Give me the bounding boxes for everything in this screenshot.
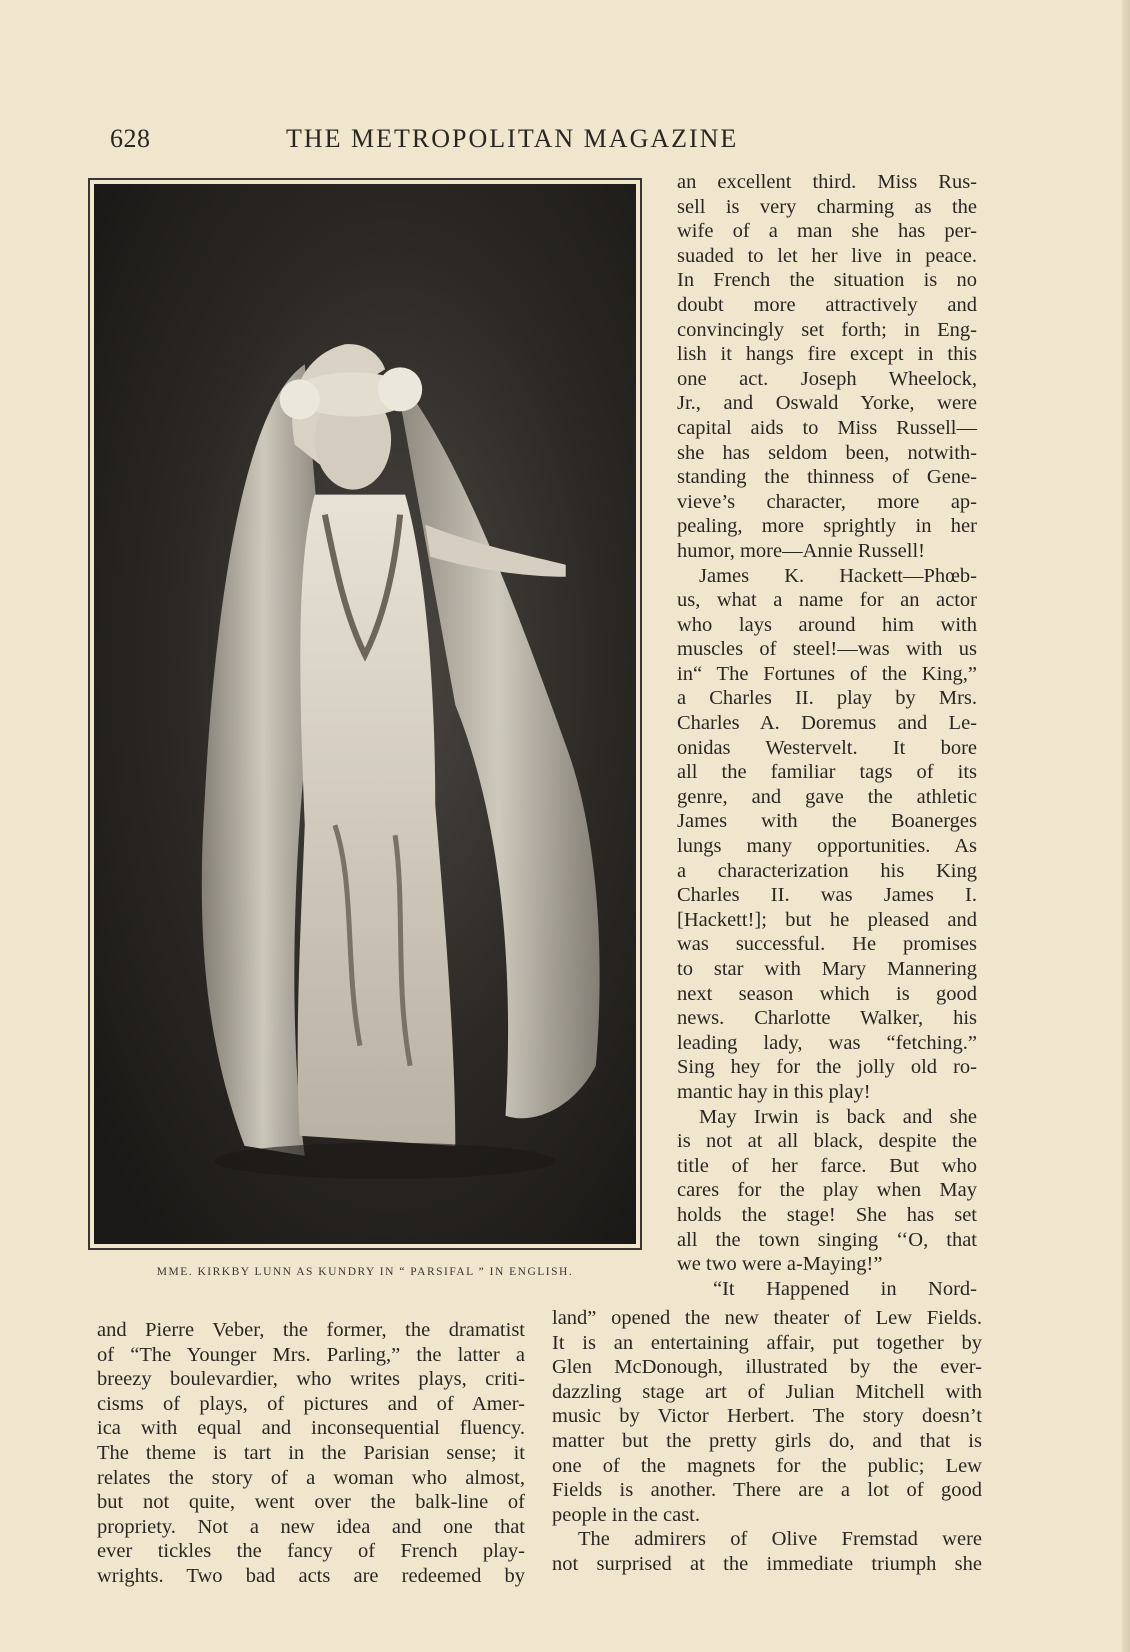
- text-line: not surprised at the immediate triumph she: [552, 1552, 982, 1575]
- text-line: James K. Hackett—Phœb-: [699, 564, 977, 587]
- text-line: “It Happened in Nord-: [713, 1277, 977, 1300]
- text-line: The admirers of Olive Fremstad were: [578, 1528, 982, 1551]
- running-title: THE METROPOLITAN MAGAZINE: [286, 124, 739, 153]
- text-line: all the familiar tags of its: [677, 761, 977, 784]
- text-line: Charles II. was James I.: [677, 884, 977, 907]
- text-line: all the town singing ‘‘O, that: [677, 1228, 977, 1251]
- page-number: 628: [110, 124, 151, 153]
- text-line: Sing hey for the jolly old ro-: [677, 1056, 977, 1079]
- text-line: doubt more attractively and: [677, 293, 977, 316]
- text-line: standing the thinness of Gene-: [677, 466, 977, 489]
- text-line: [Hackett!]; but he pleased and: [677, 908, 977, 931]
- text-line: pealing, more sprightly in her: [677, 515, 977, 538]
- text-line: land” opened the new theater of Lew Fields.: [552, 1307, 982, 1329]
- text-line: and Pierre Veber, the former, the dramatist: [97, 1319, 525, 1341]
- figure-caption: MME. KIRKBY LUNN AS KUNDRY IN “ PARSIFAL ” IN ENGLISH.: [156, 1266, 574, 1278]
- text-line: we two were a-Maying!”: [677, 1253, 883, 1276]
- text-line: Charles A. Doremus and Le-: [677, 712, 977, 735]
- text-line: leading lady, was “fetching.”: [677, 1031, 977, 1054]
- page-edge: [1122, 0, 1130, 1652]
- text-line: but not quite, went over the balk-line of: [97, 1491, 525, 1514]
- text-line: of “The Younger Mrs. Parling,” the latter a: [97, 1343, 525, 1366]
- text-line: convincingly set forth; in Eng-: [677, 318, 977, 341]
- text-line: sell is very charming as the: [677, 195, 977, 218]
- page-header: [110, 120, 980, 160]
- text-line: matter but the pretty girls do, and that is: [552, 1429, 982, 1452]
- text-line: music by Victor Herbert. The story doesn’t: [552, 1405, 982, 1428]
- text-line: The theme is tart in the Parisian sense; it: [97, 1441, 525, 1464]
- text-line: lungs many opportunities. As: [677, 835, 977, 858]
- text-line: in“ The Fortunes of the King,”: [677, 662, 977, 685]
- text-line: next season which is good: [677, 982, 977, 1005]
- text-line: relates the story of a woman who almost,: [97, 1466, 525, 1489]
- photo-frame: [88, 178, 642, 1250]
- text-line: breezy boulevardier, who writes plays, criti-: [97, 1368, 525, 1391]
- text-line: wife of a man she has per-: [677, 220, 977, 243]
- text-line: us, what a name for an actor: [677, 589, 977, 612]
- text-line: who lays around him with: [677, 613, 977, 636]
- text-line: suaded to let her live in peace.: [677, 244, 977, 267]
- text-line: to star with Mary Mannering: [677, 958, 977, 980]
- text-line: title of her farce. But who: [677, 1154, 977, 1177]
- text-line: ica with equal and inconsequential fluency.: [97, 1417, 525, 1440]
- text-line: a Charles II. play by Mrs.: [677, 687, 977, 710]
- text-line: James with the Boanerges: [677, 810, 977, 833]
- portrait-photo: [94, 184, 636, 1244]
- text-line: wrights. Two bad acts are redeemed by: [97, 1564, 525, 1587]
- text-line: Jr., and Oswald Yorke, were: [677, 392, 977, 415]
- text-line: humor, more—Annie Russell!: [677, 539, 925, 562]
- text-line: propriety. Not a new idea and one that: [97, 1515, 525, 1538]
- text-line: people in the cast.: [552, 1503, 701, 1526]
- text-line: May Irwin is back and she: [699, 1105, 977, 1128]
- text-line: was successful. He promises: [677, 933, 977, 956]
- text-line: It is an entertaining affair, put together by: [552, 1331, 982, 1354]
- text-line: Fields is another. There are a lot of good: [552, 1479, 982, 1502]
- text-line: onidas Westervelt. It bore: [677, 736, 977, 759]
- text-line: mantic hay in this play!: [677, 1080, 871, 1103]
- right-column-text: [677, 170, 977, 1301]
- text-line: vieve’s character, more ap-: [677, 490, 977, 513]
- text-line: news. Charlotte Walker, his: [677, 1007, 977, 1030]
- text-line: Glen McDonough, illustrated by the ever-: [552, 1356, 982, 1379]
- text-line: holds the stage! She has set: [677, 1203, 977, 1226]
- photo-illustration: [94, 184, 636, 1244]
- text-line: one of the magnets for the public; Lew: [552, 1454, 982, 1477]
- text-line: dazzling stage art of Julian Mitchell with: [552, 1380, 982, 1403]
- text-line: ever tickles the fancy of French play-: [97, 1540, 525, 1563]
- text-line: cisms of plays, of pictures and of Amer-: [97, 1392, 525, 1415]
- text-line: is not at all black, despite the: [677, 1130, 977, 1153]
- text-line: a characterization his King: [677, 859, 977, 882]
- text-line: cares for the play when May: [677, 1179, 977, 1202]
- text-line: an excellent third. Miss Rus-: [677, 171, 977, 193]
- text-line: she has seldom been, notwith-: [677, 441, 977, 464]
- bottom-right-column-text: [552, 1306, 982, 1577]
- text-line: one act. Joseph Wheelock,: [677, 367, 977, 390]
- bottom-left-column-text: [97, 1318, 525, 1589]
- text-line: capital aids to Miss Russell—: [677, 416, 977, 439]
- text-line: genre, and gave the athletic: [677, 785, 977, 808]
- text-line: lish it hangs fire except in this: [677, 343, 977, 366]
- text-line: muscles of steel!—was with us: [677, 638, 977, 661]
- text-line: In French the situation is no: [677, 269, 977, 292]
